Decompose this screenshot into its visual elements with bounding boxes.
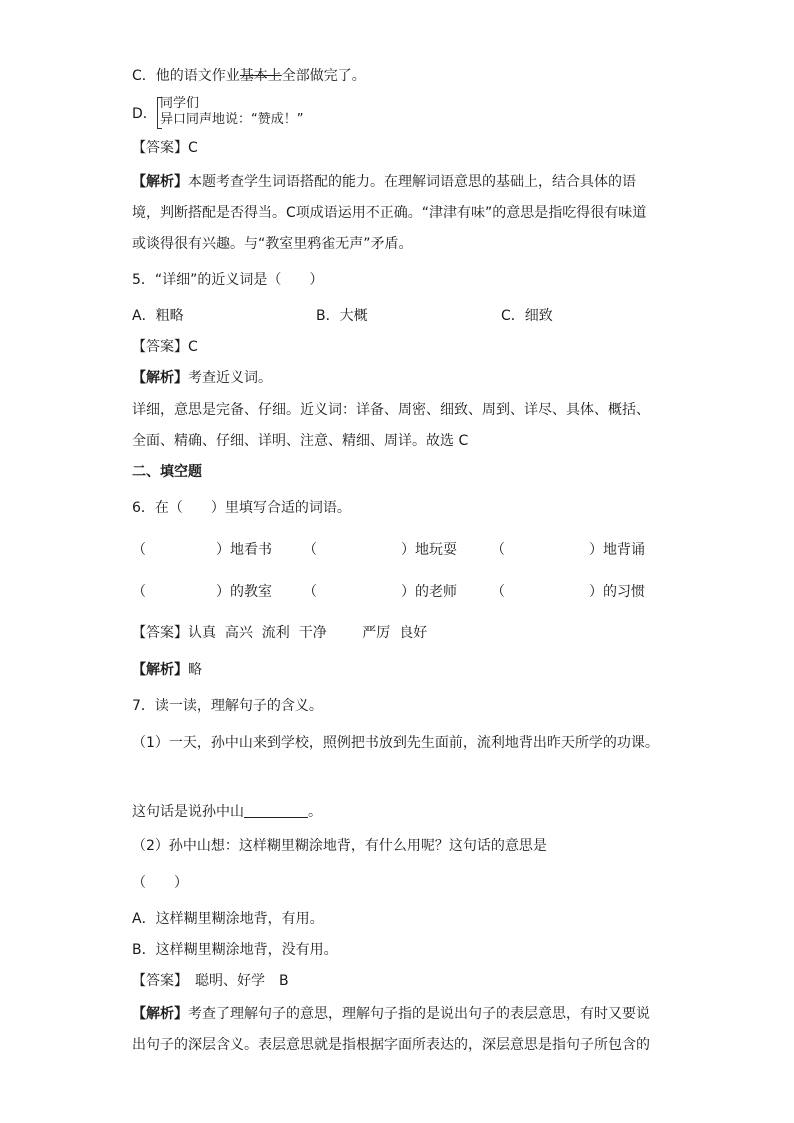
q5-detail-1: 详细，意思是完备、仔细。近义词：详备、周密、细致、周到、详尽、具体、概括、 bbox=[132, 402, 650, 418]
q7-option-a: A．这样糊里糊涂地背，有用。 bbox=[132, 911, 324, 927]
q7-analysis-1: 【解析】考查了理解句子的意思，理解句子指的是说出句子的表层意思，有时又要说 bbox=[132, 1006, 650, 1022]
q7-option-b: B．这样糊里糊涂地背，没有用。 bbox=[132, 942, 338, 958]
q4-option-c-strike: 基本上 bbox=[239, 68, 282, 84]
q6-question: 6．在（ ）里填写合适的词语。 bbox=[132, 500, 351, 516]
q7-sub1-prompt: 这句话是说孙中山 。 bbox=[132, 804, 322, 820]
q6-blank-4: （ ）的教室 bbox=[132, 584, 272, 600]
q6-blank-1: （ ）地看书 bbox=[132, 542, 272, 558]
q7-question: 7．读一读，理解句子的含义。 bbox=[132, 698, 323, 714]
q6-analysis: 【解析】略 bbox=[132, 662, 202, 678]
q5-answer: 【答案】C bbox=[132, 339, 198, 355]
q5-analysis: 【解析】考查近义词。 bbox=[132, 370, 272, 386]
q4-analysis-3: 或谈得很有兴趣。与“教室里鸦雀无声”矛盾。 bbox=[132, 236, 413, 252]
q6-blank-2: （ ）地玩耍 bbox=[303, 542, 457, 558]
q4-option-d-top: 同学们 bbox=[160, 96, 200, 111]
q5-option-a: A．粗略 bbox=[132, 308, 184, 324]
q7-analysis-2: 出句子的深层含义。表层意思就是指根据字面所表达的，深层意思是指句子所包含的 bbox=[132, 1037, 650, 1053]
q7-sub2-paren: （ ） bbox=[132, 875, 188, 891]
q4-analysis-label: 【解析】 bbox=[132, 174, 188, 190]
q4-option-d-insertion bbox=[160, 96, 400, 130]
q5-question: 5．“详细”的近义词是（ ） bbox=[132, 272, 324, 288]
q6-blank-6: （ ）的习惯 bbox=[491, 584, 645, 600]
q4-option-c bbox=[132, 66, 366, 86]
q5-option-c: C．细致 bbox=[501, 308, 553, 324]
q4-analysis-2: 境，判断搭配是否得当。C项成语运用不正确。“津津有味”的意思是指吃得很有味道 bbox=[132, 205, 647, 221]
q6-blank-3: （ ）地背诵 bbox=[491, 542, 645, 558]
q4-option-c-prefix: C．他的语文作业 bbox=[132, 68, 240, 84]
q5-detail-2: 全面、精确、仔细、详明、注意、精细、周详。故选 C bbox=[132, 433, 469, 449]
q7-sub1: （1）一天，孙中山来到学校，照例把书放到先生面前，流利地背出昨天所学的功课。 bbox=[132, 735, 659, 751]
q6-blank-5: （ ）的老师 bbox=[303, 584, 457, 600]
q4-option-d-label: D． bbox=[132, 106, 157, 122]
q4-answer: 【答案】C bbox=[132, 140, 198, 156]
q6-answer: 【答案】认真 高兴 流利 干净 严厉 良好 bbox=[132, 625, 428, 641]
q4-option-c-suffix: 全部做完了。 bbox=[281, 68, 366, 84]
q7-answer: 【答案】 聪明、好学 B bbox=[132, 973, 289, 989]
section-title: 二、填空题 bbox=[132, 464, 202, 480]
q5-option-b: B．大概 bbox=[316, 308, 368, 324]
q4-option-d-bottom: 异口同声地说：“赞成！” bbox=[160, 112, 304, 127]
answer-blank bbox=[244, 803, 308, 818]
q7-sub2: （2）孙中山想：这样糊里糊涂地背，有什么用呢？这句话的意思是 bbox=[132, 838, 547, 854]
q4-analysis-1: 【解析】本题考查学生词语搭配的能力。在理解词语意思的基础上，结合具体的语 bbox=[132, 174, 636, 190]
